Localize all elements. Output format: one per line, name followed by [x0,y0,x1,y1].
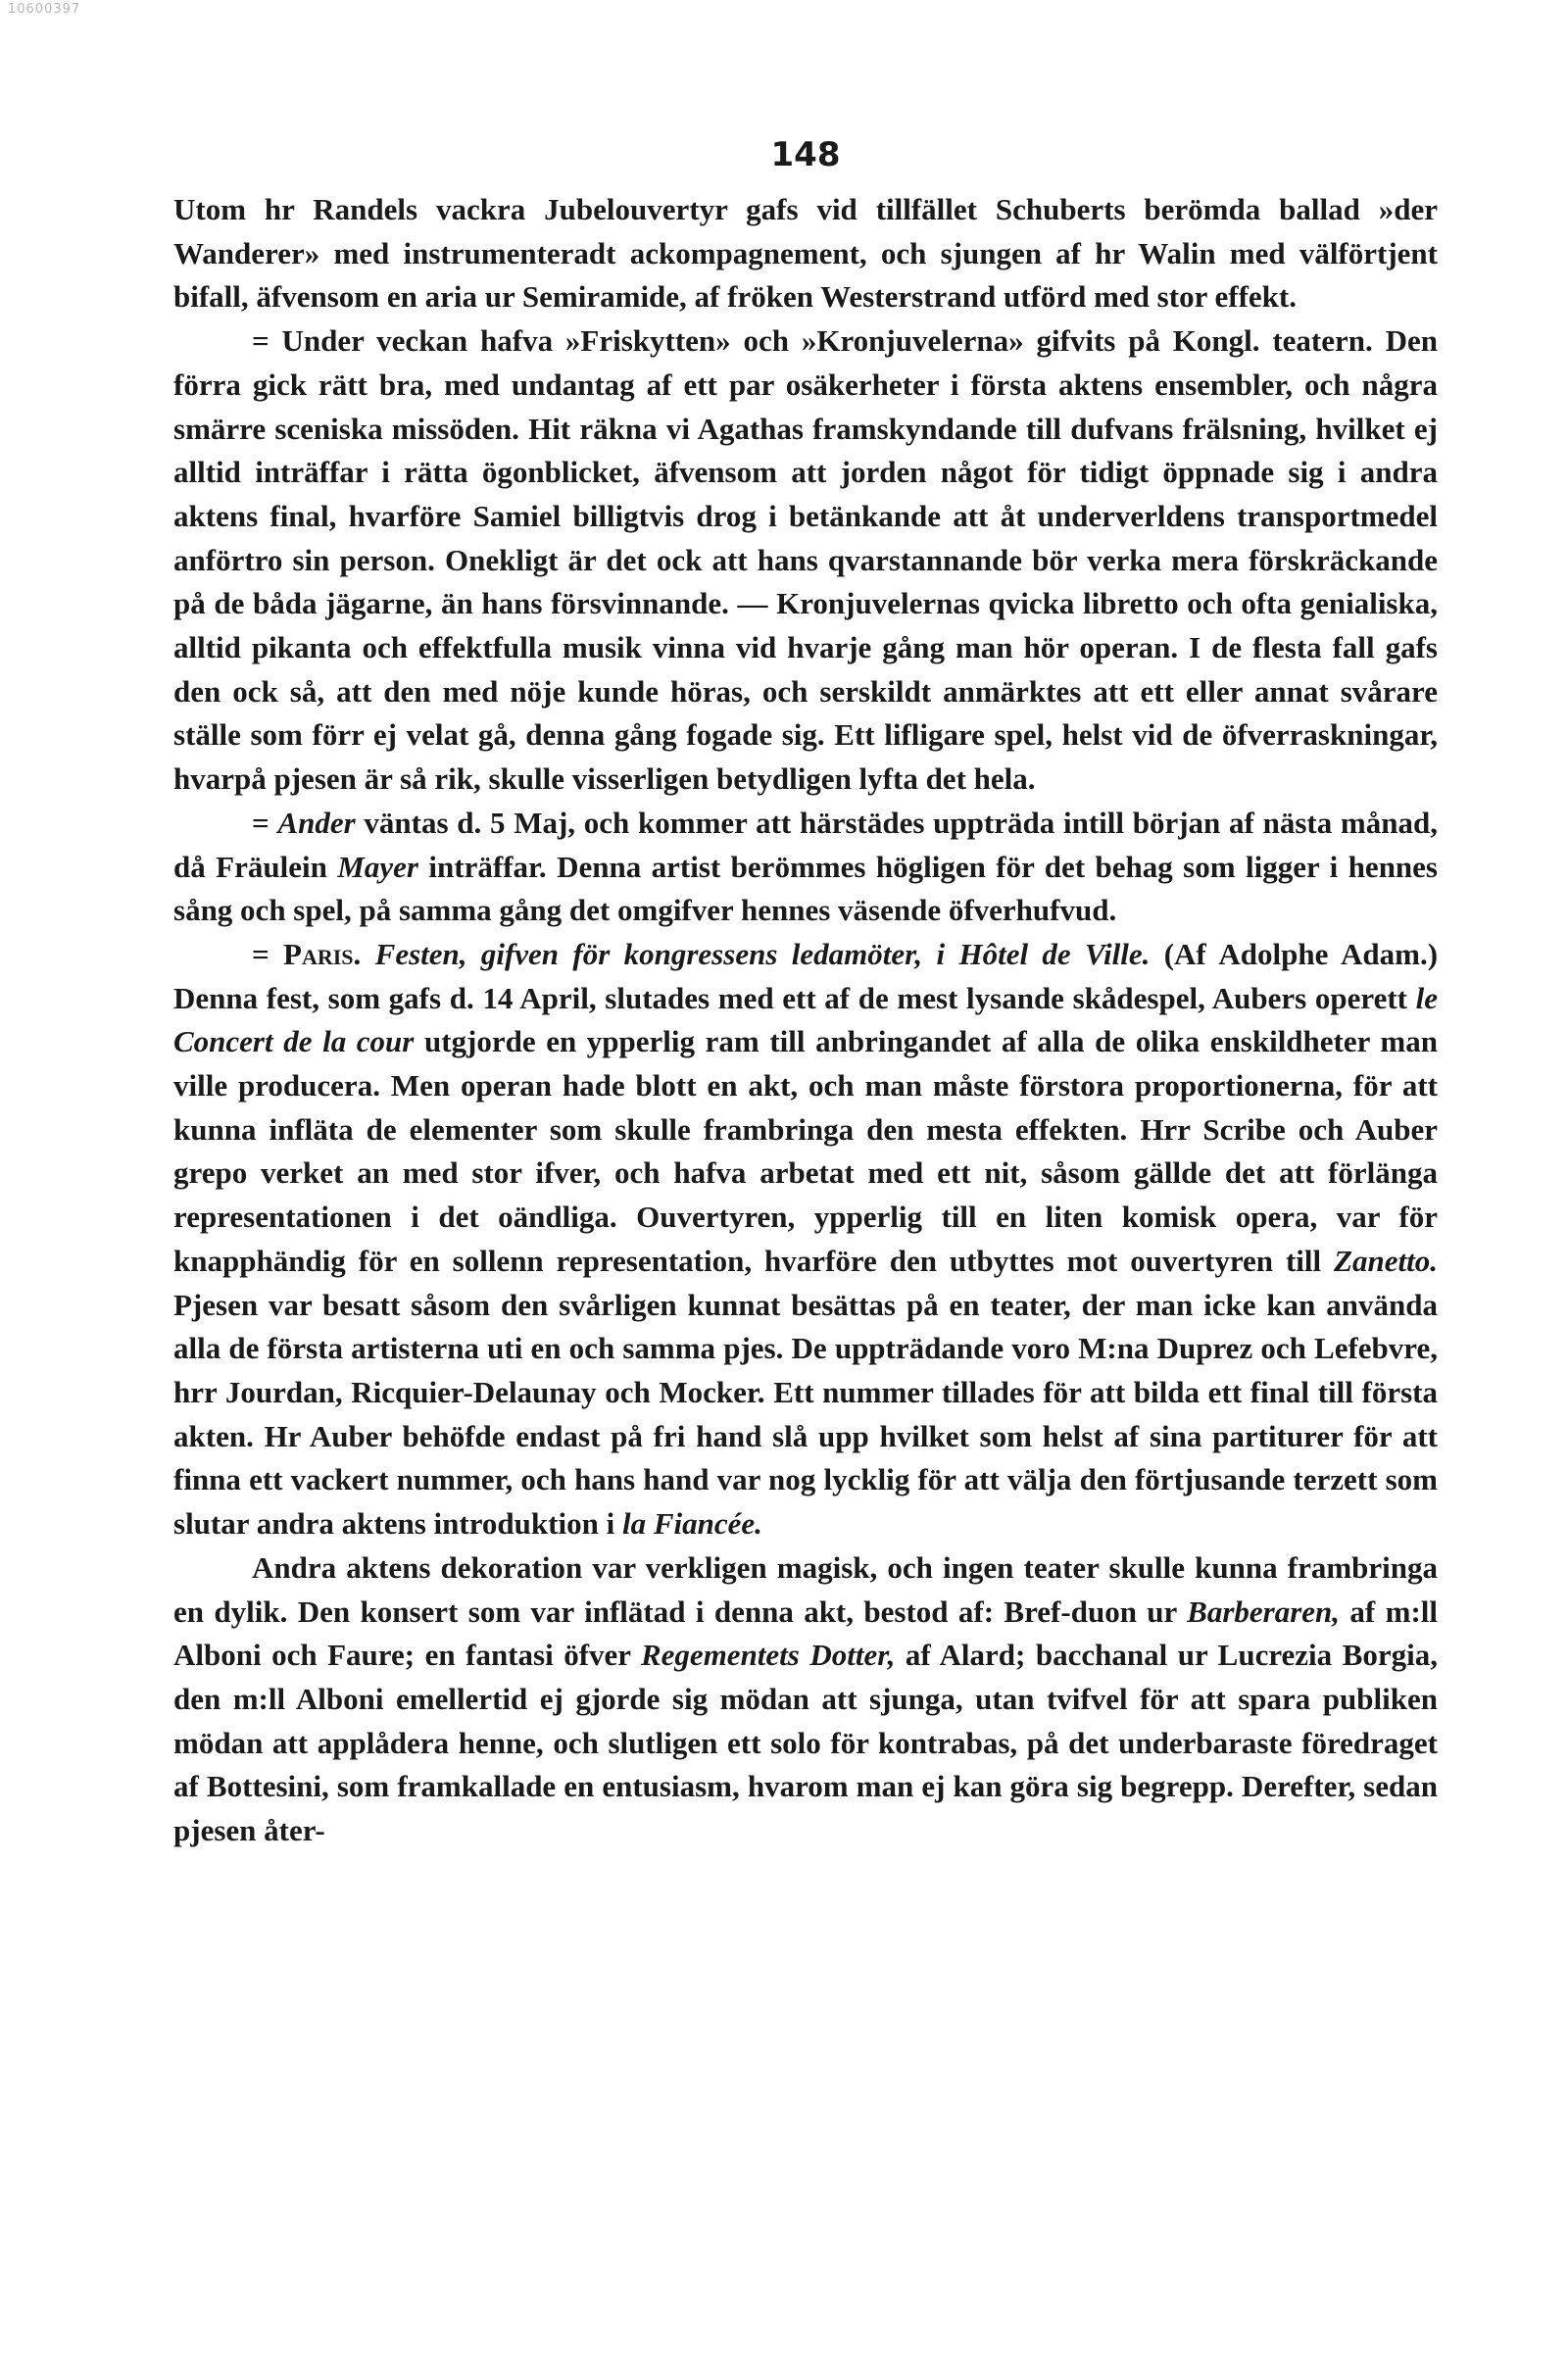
italic-text: Regementets Dotter, [641,1638,896,1673]
paragraph [173,1546,1438,1853]
text-run: Andra aktens dekoration var verkligen magisk, och ingen teater skulle kunna frambringa en dylik. Den konsert som var inflätad i denna akt, bestod af: Bref-duon ur [173,1549,1438,1629]
italic-text: la Fiancée. [621,1506,762,1542]
paragraph [173,319,1438,802]
paragraph [173,188,1438,319]
paragraph [173,802,1438,933]
dateline-text: Paris. [283,936,362,971]
italic-text: Ander [277,805,356,840]
text-run: = [252,805,278,840]
text-run: = [252,936,284,971]
italic-text: Zanetto. [1334,1243,1438,1278]
text-run: Utom hr Randels vackra Jubelouvertyr gafs vid tillfället Schuberts berömda ballad »der Wanderer» med instrumenteradt ackompagnement, och sjungen af hr Walin med välförtjent bifall, äfvensom en aria ur Semiramide, af fröken Westerstrand utförd med stor effekt. [173,192,1438,315]
page-number: 148 [770,135,841,174]
paragraph [173,933,1438,1546]
text-run: = Under veckan hafva »Friskytten» och »Kronjuvelerna» gifvits på Kongl. teatern. Den förra gick rätt bra, med undantag af ett par osäkerheter i första aktens ensembler, och några smärre sceniska missöden. Hit räkna vi Agathas framskyndande till dufvans frälsning, hvilket ej alltid inträffar i rätta ögonblicket, äfvensom att jorden något för tidigt öppnade sig i andra aktens final, hvarföre Samiel billigtvis drog i betänkande att åt underverldens transportmedel anförtro sin person. Onekligt är det ock att hans qvarstannande bör verka mera förskräckande på de båda jägarne, än hans försvinnande. — Kronjuvelernas qvicka libretto och ofta genialiska, alltid pikanta och effektfulla musik vinna vid hvarje gång man hör operan. I de flesta fall gafs den ock så, att den med nöje kunde höras, och serskildt anmärktes att ett eller annat svårare ställe som förr ej velat gå, denna gång fogade sig. Ett lifligare spel, helst vid de öfverraskningar, hvarpå pjesen är så rik, skulle visserligen betydligen lyfta det hela. [173,323,1438,797]
italic-text: le Concert de la cour [173,980,1438,1059]
italic-text: Festen, gifven för kongressens ledamöter, i Hôtel de Ville. [374,936,1151,971]
body-text [173,188,1438,1853]
text-run: (Af Adolphe Adam.) Denna fest, som gafs d. 14 April, slutades med ett af de mest lysande skådespel, Aubers operett [173,936,1439,1015]
catalog-stamp: 10600397 [8,2,81,17]
italic-text: Barberaren, [1187,1594,1341,1629]
text-run [361,937,374,971]
text-run: inträffar. Denna artist berömmes högligen för det behag som ligger i hennes sång och spel, på samma gång det omgifver hennes väsende öfverhufvud. [173,849,1438,928]
text-run: väntas d. 5 Maj, och kommer att härstädes uppträda intill början af nästa månad, då Fräulein [173,805,1438,884]
italic-text: Mayer [337,849,418,884]
text-run: utgjorde en ypperlig ram till anbringandet af alla de olika enskildheter man ville producera. Men operan hade blott en akt, och man måste förstora proportionerna, för att kunna infläta de elementer som skulle frambringa den mesta effekten. Hrr Scribe och Auber grepo verket an med stor ifver, och hafva arbetat med ett nit, såsom gällde det att förlänga representationen i det oändliga. Ouvertyren, ypperlig till en liten komisk opera, var för knapphändig för en sollenn representation, hvarföre den utbyttes mot ouvertyren till [173,1024,1438,1278]
document-page [173,135,1438,1853]
text-run: Pjesen var besatt såsom den svårligen kunnat besättas på en teater, der man icke kan använda alla de första artisterna uti en och samma pjes. De uppträdande voro M:na Duprez och Lefebvre, hrr Jourdan, Ricquier-Delaunay och Mocker. Ett nummer tillades för att bilda ett final till första akten. Hr Auber behöfde endast på fri hand slå upp hvilket som helst af sina partiturer för att finna ett vackert nummer, och hans hand var nog lycklig för att välja den förtjusande terzett som slutar andra aktens introduktion i [173,1287,1438,1542]
text-run: af Alard; bacchanal ur Lucrezia Borgia, den m:ll Alboni emellertid ej gjorde sig mödan att sjunga, utan tvifvel för att spara publiken mödan att applådera henne, och slutligen ett solo för kontrabas, på det underbaraste föredraget af Bottesini, som framkallade en entusiasm, hvarom man ej kan göra sig begrepp. Derefter, sedan pjesen åter- [173,1638,1438,1848]
text-run: af m:ll Alboni och Faure; en fantasi öfver [173,1594,1438,1673]
